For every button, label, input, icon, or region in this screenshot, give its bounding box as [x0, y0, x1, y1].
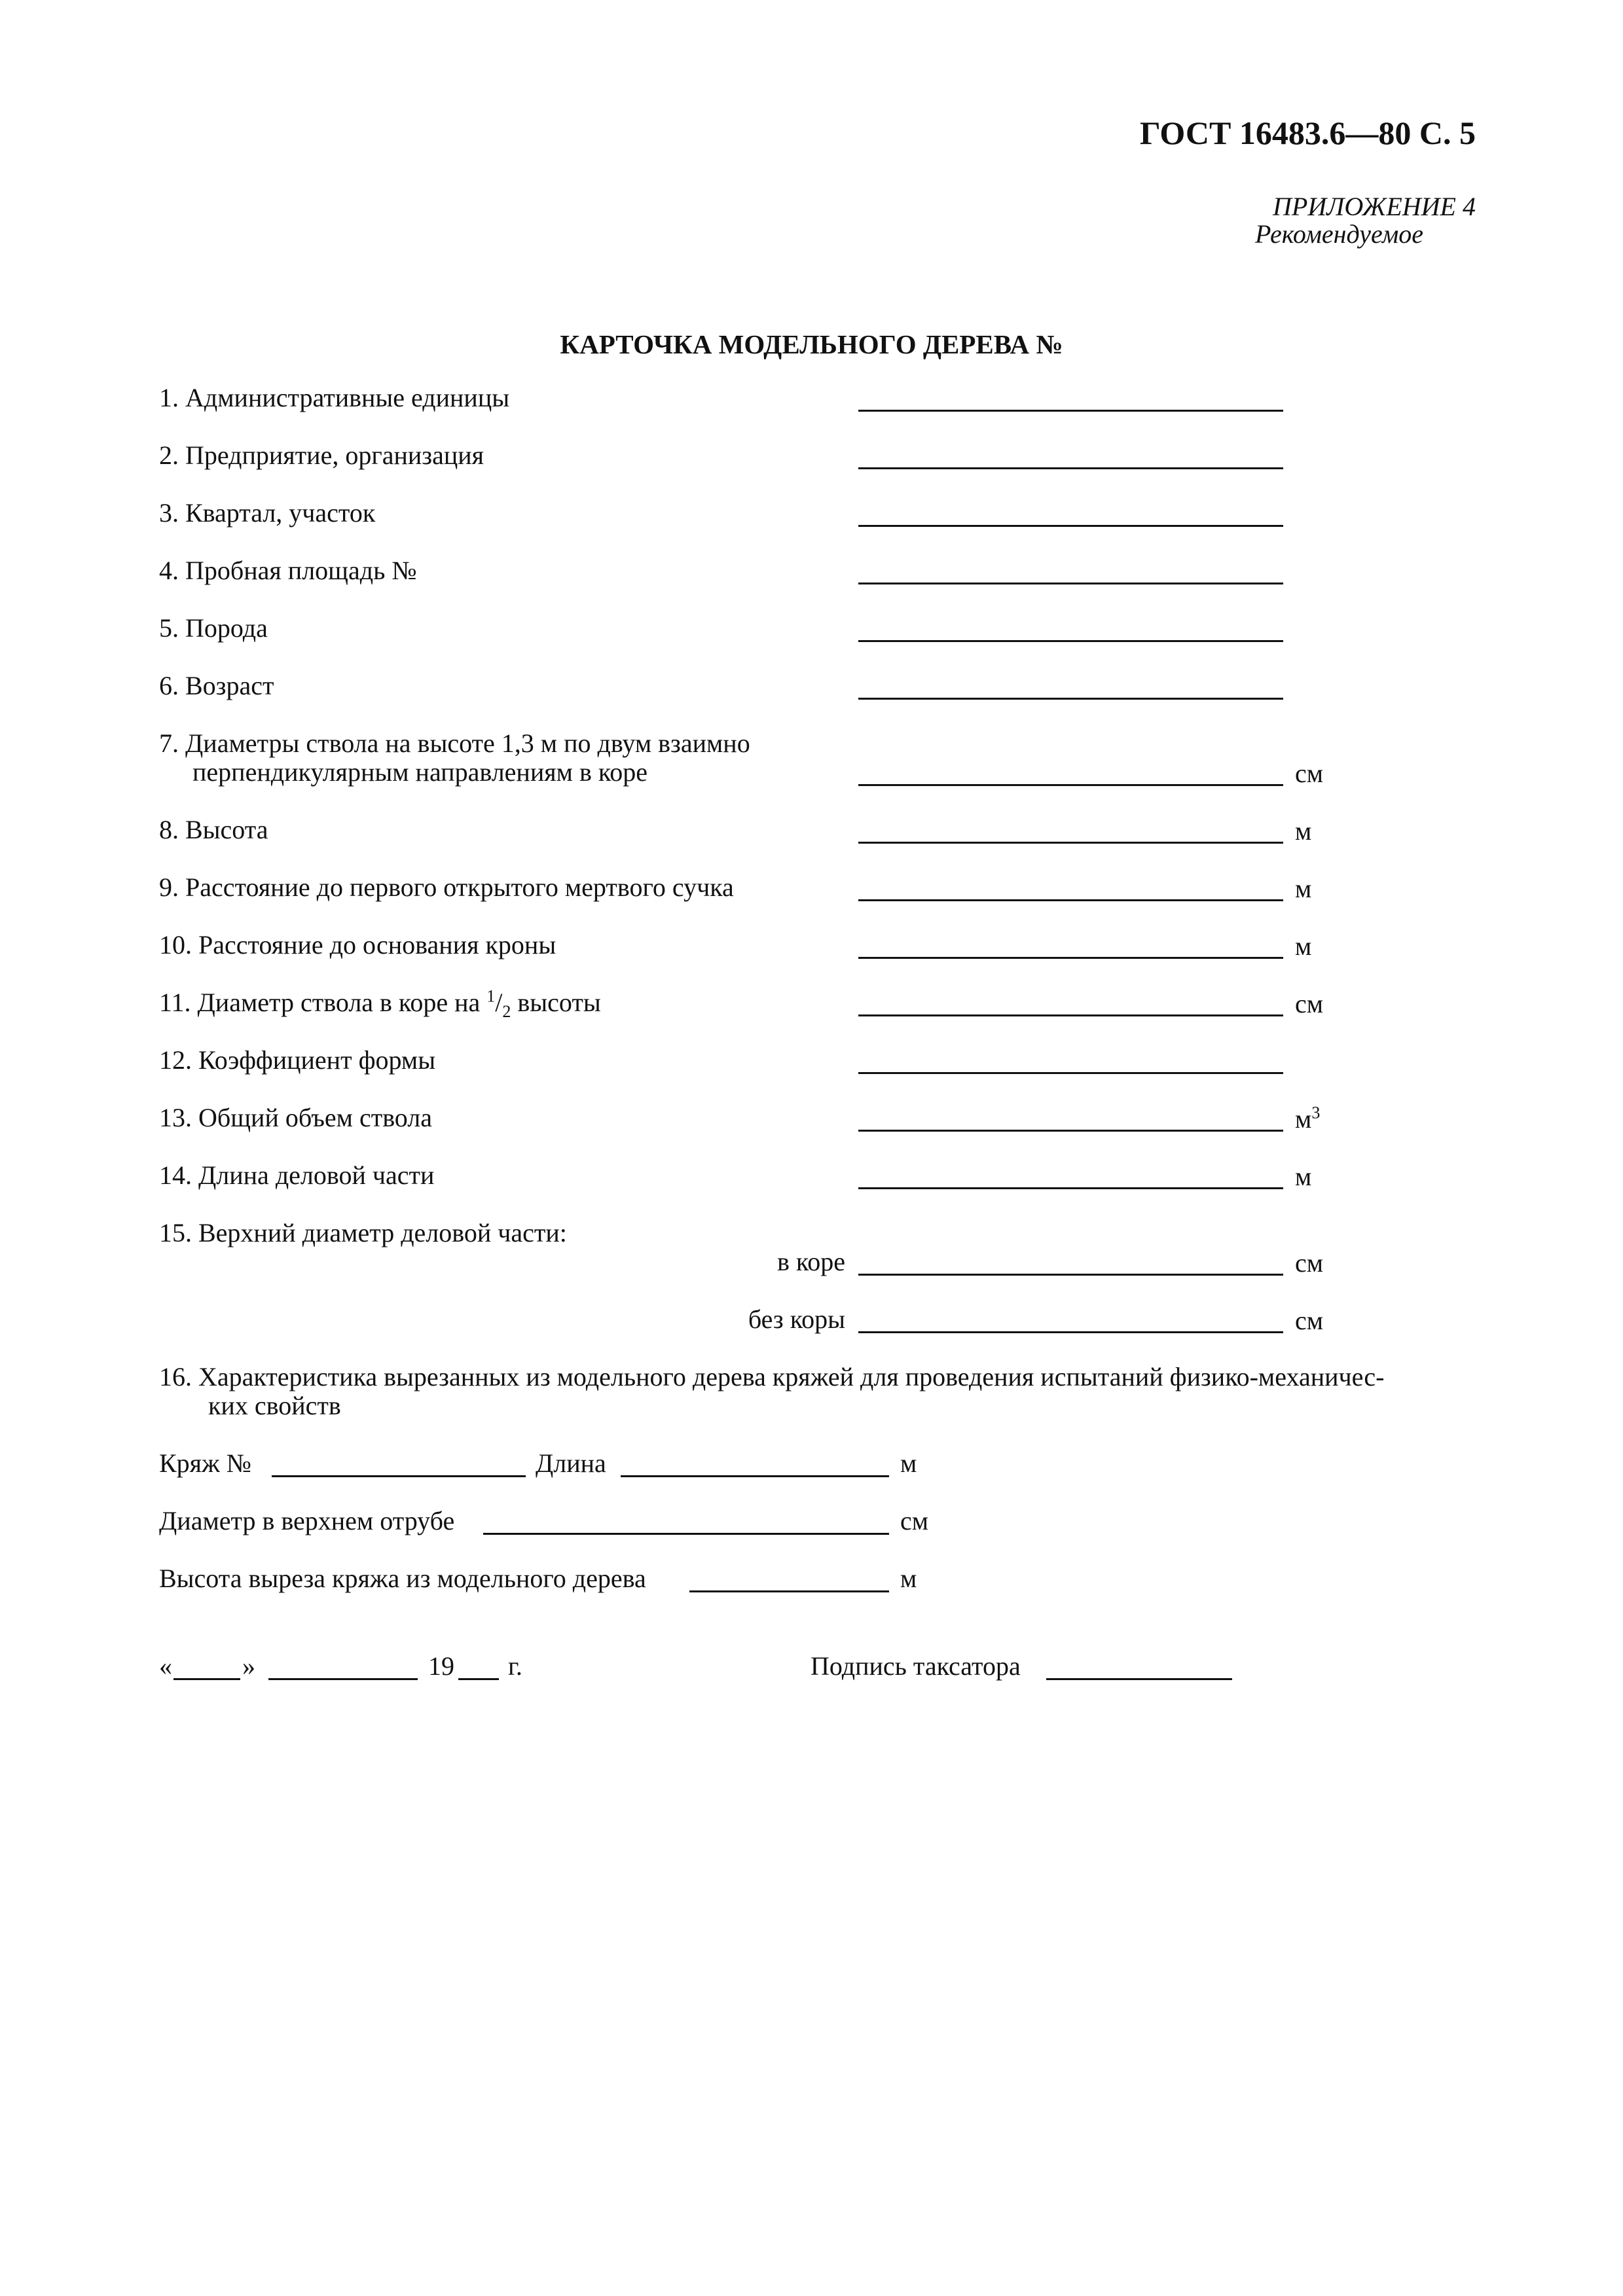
item-label-text: высоты — [511, 988, 601, 1017]
item-fill-line[interactable] — [858, 583, 1283, 584]
year-line[interactable] — [458, 1678, 499, 1680]
item-fill-line[interactable] — [858, 899, 1283, 901]
appendix-status: Рекомендуемое — [1254, 219, 1423, 249]
log-number-label: Кряж № — [159, 1448, 251, 1478]
item-label: 8. Высота — [159, 815, 268, 844]
standard-header: ГОСТ 16483.6—80 С. 5 — [1139, 115, 1476, 151]
signature-label: Подпись таксатора — [811, 1651, 1021, 1681]
item-fill-line[interactable] — [858, 467, 1283, 469]
item-label: 15. Верхний диаметр деловой части: — [159, 1218, 567, 1247]
item-label: 9. Расстояние до первого открытого мертвого сучка — [159, 872, 734, 902]
unit-label: см — [1295, 989, 1324, 1018]
log-number-line[interactable] — [272, 1475, 526, 1477]
card-title: КАРТОЧКА МОДЕЛЬНОГО ДЕРЕВА № — [560, 329, 1063, 359]
unit-label: см — [1295, 759, 1324, 788]
unit-label — [1295, 1105, 1320, 1134]
item-label: 10. Расстояние до основания кроны — [159, 930, 556, 960]
year-suffix: г. — [508, 1651, 522, 1681]
close-quote: » — [242, 1651, 255, 1681]
log-height-label: Высота выреза кряжа из модельного дерева — [159, 1564, 646, 1593]
item-fill-line[interactable] — [858, 1187, 1283, 1189]
item-fill-line[interactable] — [858, 784, 1283, 786]
item-label: 14. Длина деловой части — [159, 1160, 435, 1190]
fraction-numerator: 1 — [486, 986, 496, 1006]
item-label: 4. Пробная площадь № — [159, 556, 417, 585]
unit-label: м — [900, 1564, 917, 1593]
item-label: 7. Диаметры ствола на высоте 1,3 м по двум взаимно — [159, 728, 750, 758]
item-fill-line[interactable] — [858, 698, 1283, 700]
unit-exponent: 3 — [1311, 1103, 1321, 1122]
month-line[interactable] — [268, 1678, 418, 1680]
item-label — [159, 986, 601, 1021]
unit-label: см — [1295, 1248, 1324, 1278]
item-fill-line[interactable] — [858, 640, 1283, 642]
item-fill-line[interactable] — [858, 842, 1283, 844]
item-fill-line[interactable] — [858, 525, 1283, 527]
item-label: 1. Административные единицы — [159, 383, 510, 412]
open-quote: « — [159, 1651, 172, 1681]
unit-label: см — [900, 1506, 929, 1535]
unit-label: м — [1295, 931, 1312, 961]
item-label: 6. Возраст — [159, 671, 274, 700]
fraction-denominator: 2 — [502, 1002, 511, 1021]
item-label-continued: ких свойств — [208, 1391, 341, 1420]
item-label: 5. Порода — [159, 613, 268, 643]
item-label-text: 11. Диаметр ствола в коре на — [159, 988, 487, 1017]
item-label: 16. Характеристика вырезанных из модельного дерева кряжей для проведения испытаний физико-механичес- — [159, 1362, 1385, 1391]
item-fill-line[interactable] — [858, 1274, 1283, 1276]
unit-text: м — [1295, 1104, 1312, 1134]
appendix-label: ПРИЛОЖЕНИЕ 4 — [1273, 192, 1476, 221]
fraction-slash: / — [495, 988, 503, 1017]
item-label: 2. Предприятие, организация — [159, 440, 484, 470]
year-prefix: 19 — [428, 1651, 454, 1681]
unit-label: м — [1295, 816, 1312, 846]
log-length-line[interactable] — [621, 1475, 889, 1477]
unit-label: м — [1295, 874, 1312, 903]
item-fill-line[interactable] — [858, 1331, 1283, 1333]
item-fill-line[interactable] — [858, 1072, 1283, 1074]
log-diameter-line[interactable] — [483, 1533, 889, 1535]
log-height-line[interactable] — [689, 1590, 889, 1592]
day-line[interactable] — [173, 1678, 240, 1680]
item-fill-line[interactable] — [858, 1014, 1283, 1016]
sub-label-bark: в коре — [776, 1247, 845, 1276]
item-label: 3. Квартал, участок — [159, 498, 376, 528]
item-fill-line[interactable] — [858, 410, 1283, 412]
item-label-continued: перпендикулярным направлениям в коре — [192, 757, 647, 787]
unit-label: см — [1295, 1306, 1324, 1335]
item-fill-line[interactable] — [858, 957, 1283, 959]
item-fill-line[interactable] — [858, 1130, 1283, 1132]
log-diameter-label: Диаметр в верхнем отрубе — [159, 1506, 455, 1535]
log-length-label: Длина — [536, 1448, 606, 1478]
unit-label: м — [1295, 1162, 1312, 1191]
item-label: 12. Коэффициент формы — [159, 1045, 436, 1075]
item-label: 13. Общий объем ствола — [159, 1103, 432, 1132]
signature-line[interactable] — [1046, 1678, 1232, 1680]
sub-label-no-bark: без коры — [748, 1304, 845, 1334]
unit-label: м — [900, 1448, 917, 1478]
